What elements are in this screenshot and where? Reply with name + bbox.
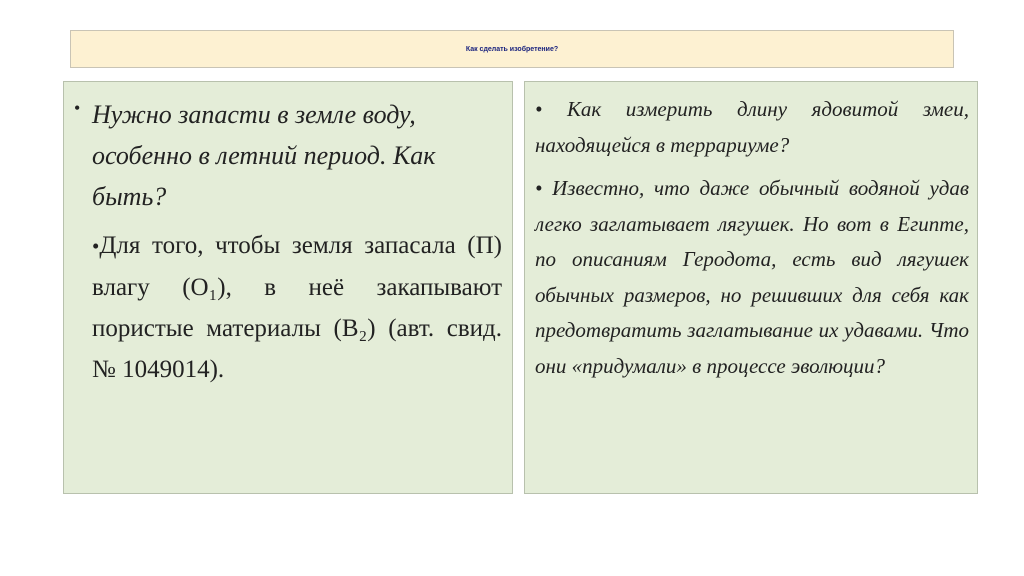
bullet-icon: • [535,176,543,200]
bullet-icon: • [92,234,100,258]
left-answer-text [74,225,502,390]
left-answer-item [74,225,502,390]
right-question-item-2 [535,171,969,384]
left-task-item [74,94,502,217]
left-task-text: Нужно запасти в земле воду, особенно в летний период. Как быть? [92,100,436,211]
slide-title: Как сделать изобретение? [465,45,559,53]
left-answer-content: Для того, чтобы земля запасала (П) влагу (О₁), в неё закапывают пористые материалы (В₂) (авт. свид. № 1049014). [92,232,502,383]
right-question-2-text: Известно, что даже обычный водяной удав легко заглатывает лягушек. Но вот в Египте, по описаниям Геродота, есть вид лягушек обычных размеров, но решивших для себя как предотвратить заглатывание их удавами. Что они «придумали» в процессе эволюции? [535,176,969,378]
right-question-2 [535,171,969,384]
right-question-1 [535,92,969,163]
left-text-panel [63,81,513,494]
bullet-icon: • [535,97,543,121]
right-question-1-text: Как измерить длину ядовитой змеи, находящейся в террариуме? [535,97,970,157]
slide-title-bar [70,30,954,68]
bullet-icon: • [74,98,81,118]
right-question-item-1 [535,92,969,163]
right-text-panel [524,81,978,494]
